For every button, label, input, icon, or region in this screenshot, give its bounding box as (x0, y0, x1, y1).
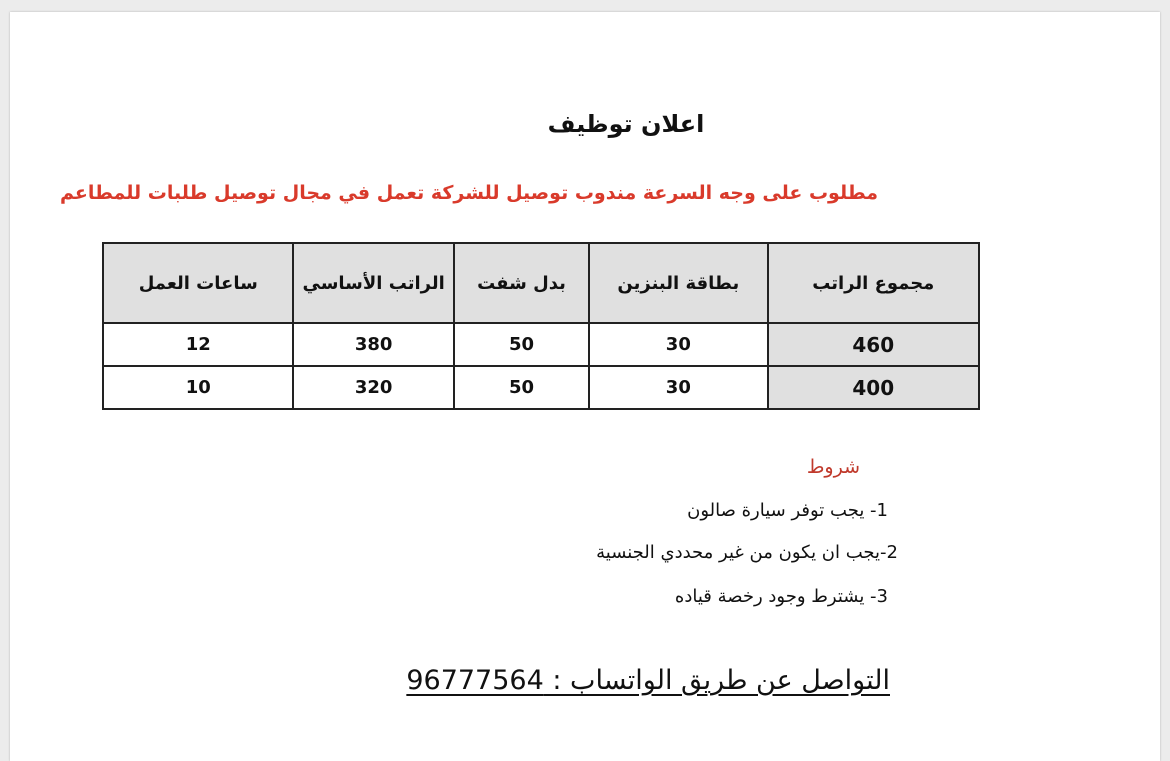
condition-item: 3- يشترط وجود رخصة قياده (674, 586, 888, 607)
conditions-title: شروط (806, 456, 860, 478)
condition-item: 2-يجب ان يكون من غير محددي الجنسية (596, 542, 898, 563)
page-title (10, 110, 1160, 138)
salary-table (102, 242, 980, 410)
header-working-hours: ساعات العمل (103, 243, 293, 323)
document-page (10, 12, 1160, 761)
cell-shift-allowance: 50 (454, 323, 589, 366)
job-subtitle: مطلوب على وجه السرعة مندوب توصيل للشركة تعمل في مجال توصيل طلبات للمطاعم (59, 182, 878, 204)
cell-total-salary: 400 (768, 366, 979, 409)
cell-total-salary: 460 (768, 323, 979, 366)
table-row (103, 366, 979, 409)
cell-working-hours: 12 (103, 323, 293, 366)
cell-shift-allowance: 50 (454, 366, 589, 409)
condition-item: 1- يجب توفر سيارة صالون (687, 500, 888, 521)
header-shift-allowance: بدل شفت (454, 243, 589, 323)
cell-fuel-card: 30 (589, 366, 767, 409)
cell-base-salary: 320 (293, 366, 453, 409)
header-fuel-card: بطاقة البنزين (589, 243, 767, 323)
whatsapp-contact: التواصل عن طريق الواتساب : 96777564 (406, 665, 890, 696)
cell-fuel-card: 30 (589, 323, 767, 366)
table-header-row (103, 243, 979, 323)
cell-base-salary: 380 (293, 323, 453, 366)
header-total-salary: مجموع الراتب (768, 243, 979, 323)
header-base-salary: الراتب الأساسي (293, 243, 453, 323)
page-title-text: اعلان توظيف (547, 110, 705, 138)
cell-working-hours: 10 (103, 366, 293, 409)
table-row (103, 323, 979, 366)
